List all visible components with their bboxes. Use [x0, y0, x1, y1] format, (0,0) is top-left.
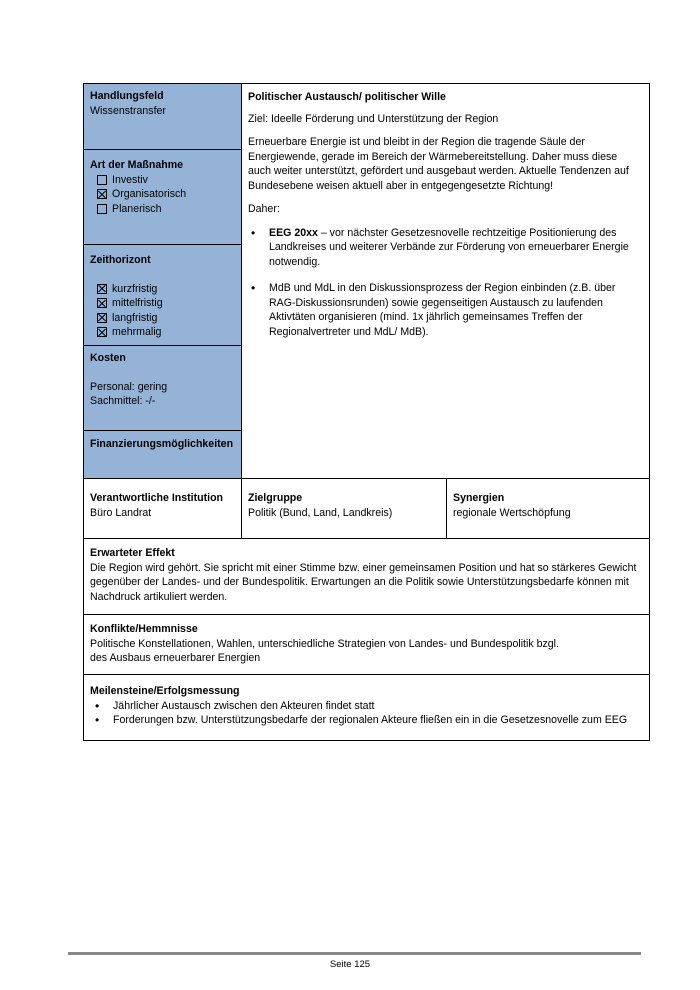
synergien-value: regionale Wertschöpfung — [453, 506, 571, 519]
konflikte-cell — [84, 614, 649, 674]
finanzierung-label: Finanzierungsmöglichkeiten — [90, 438, 234, 450]
zielgruppe-label: Zielgruppe — [248, 492, 303, 504]
list-item — [248, 281, 643, 339]
zielgruppe-value: Politik (Bund, Land, Landkreis) — [248, 506, 393, 519]
zeit-option-kurzfristig[interactable] — [90, 282, 235, 297]
handlungsfeld-value: Wissenstransfer — [90, 104, 166, 117]
checkbox-organisatorisch[interactable] — [97, 189, 107, 199]
handlungsfeld-cell — [84, 84, 241, 149]
kosten-label: Kosten — [90, 352, 126, 364]
konflikte-label: Konflikte/Hemmnisse — [90, 623, 198, 635]
meilensteine-label: Meilensteine/Erfolgsmessung — [90, 685, 240, 697]
art-option-organisatorisch[interactable] — [90, 187, 235, 202]
zeit-option-label: kurzfristig — [112, 282, 158, 295]
zeit-option-mittelfristig[interactable] — [90, 296, 235, 311]
measure-description: Erneuerbare Energie ist und bleibt in der Region die tragende Säule der Energiewende, gerade im Bereich der Wärmebereitstellung. Daher muss diese auch weiter unterstützt, gefördert und ausgebaut werden. Aktuelle Tendenzen auf Bundesebene weisen aktuell aber in entgegengesetzte Richtung! — [248, 136, 629, 192]
kosten-cell — [84, 345, 241, 430]
checkbox-kurzfristig[interactable] — [97, 284, 107, 294]
meilensteine-list — [90, 699, 643, 728]
effekt-label: Erwarteter Effekt — [90, 547, 175, 559]
checkbox-investiv[interactable] — [97, 175, 107, 185]
institution-label: Verantwortliche Institution — [90, 492, 224, 504]
art-label: Art der Maßnahme — [90, 159, 184, 171]
list-item: • Forderungen bzw. Unterstützungsbedarfe der regionalen Akteure fließen ein in die Gesetzesnovelle zum EEG — [92, 713, 643, 728]
art-cell — [84, 149, 241, 244]
daher-label: Daher: — [248, 203, 280, 215]
effekt-cell — [84, 538, 649, 614]
measure-bullets — [248, 226, 643, 340]
konflikte-line2: des Ausbaus erneuerbarer Energien — [90, 652, 261, 664]
main-content-cell — [241, 84, 649, 478]
kosten-personal: Personal: gering — [90, 380, 168, 393]
konflikte-line1: Politische Konstellationen, Wahlen, unterschiedliche Strategien von Landes- und Bundespolitik bzgl. — [90, 637, 559, 650]
measure-sheet — [83, 83, 650, 741]
finanzierung-cell — [84, 430, 241, 478]
art-option-label: Organisatorisch — [112, 188, 187, 200]
zielgruppe-cell — [241, 478, 446, 538]
handlungsfeld-label: Handlungsfeld — [90, 90, 164, 102]
synergien-label: Synergien — [453, 492, 505, 504]
art-option-label: Investiv — [112, 173, 148, 186]
list-item — [248, 226, 643, 270]
zeit-label: Zeithorizont — [90, 254, 151, 266]
measure-title: Politischer Austausch/ politischer Wille — [248, 91, 446, 103]
art-option-label: Planerisch — [112, 202, 162, 215]
effekt-text: Die Region wird gehört. Sie spricht mit einer Stimme bzw. einer gemeinsamen Position und hat so stärkeres Gewicht gegenüber der Landes- und der Bundespolitik. Erwartungen an die Politik sowie Unterstützungsbedarfe können mit Nachdruck artikuliert werden. — [90, 561, 637, 603]
zeit-option-label: langfristig — [112, 311, 158, 324]
institution-cell — [84, 478, 241, 538]
art-option-investiv[interactable] — [90, 173, 235, 188]
zeit-option-mehrmalig[interactable] — [90, 325, 235, 340]
bullet-text: – vor nächster Gesetzesnovelle rechtzeitige Positionierung des Landkreises und weiterer Verbände zur Förderung von erneuerbarer Energie notwendig. — [269, 226, 629, 268]
checkbox-langfristig[interactable] — [97, 313, 107, 323]
checkbox-mittelfristig[interactable] — [97, 298, 107, 308]
page-number: Seite 125 — [329, 959, 371, 970]
art-option-planerisch[interactable] — [90, 202, 235, 217]
zeit-option-label: mittelfristig — [112, 297, 163, 309]
kosten-sachmittel: Sachmittel: -/- — [90, 395, 156, 407]
synergien-cell — [446, 478, 649, 538]
zeit-option-langfristig[interactable] — [90, 311, 235, 326]
footer-divider — [68, 952, 641, 955]
bullet-bold: EEG 20xx — [269, 226, 318, 239]
measure-goal: Ziel: Ideelle Förderung und Unterstützung der Region — [248, 112, 499, 125]
meilensteine-cell — [84, 674, 649, 740]
zeit-option-label: mehrmalig — [112, 326, 162, 338]
bullet-text: MdB und MdL in den Diskussionsprozess der Region einbinden (z.B. über RAG-Diskussionsrunden) sowie gegenseitigen Austausch zu laufenden Aktivtäten organisieren (mind. 1x jährlich gemeinsames Treffen der Regionalvertreter und MdL/ MdB). — [269, 282, 616, 338]
institution-value: Büro Landrat — [90, 506, 152, 519]
checkbox-mehrmalig[interactable] — [97, 327, 107, 337]
list-item: • Jährlicher Austausch zwischen den Akteuren findet statt — [92, 699, 643, 714]
zeit-cell — [84, 244, 241, 345]
checkbox-planerisch[interactable] — [97, 204, 107, 214]
